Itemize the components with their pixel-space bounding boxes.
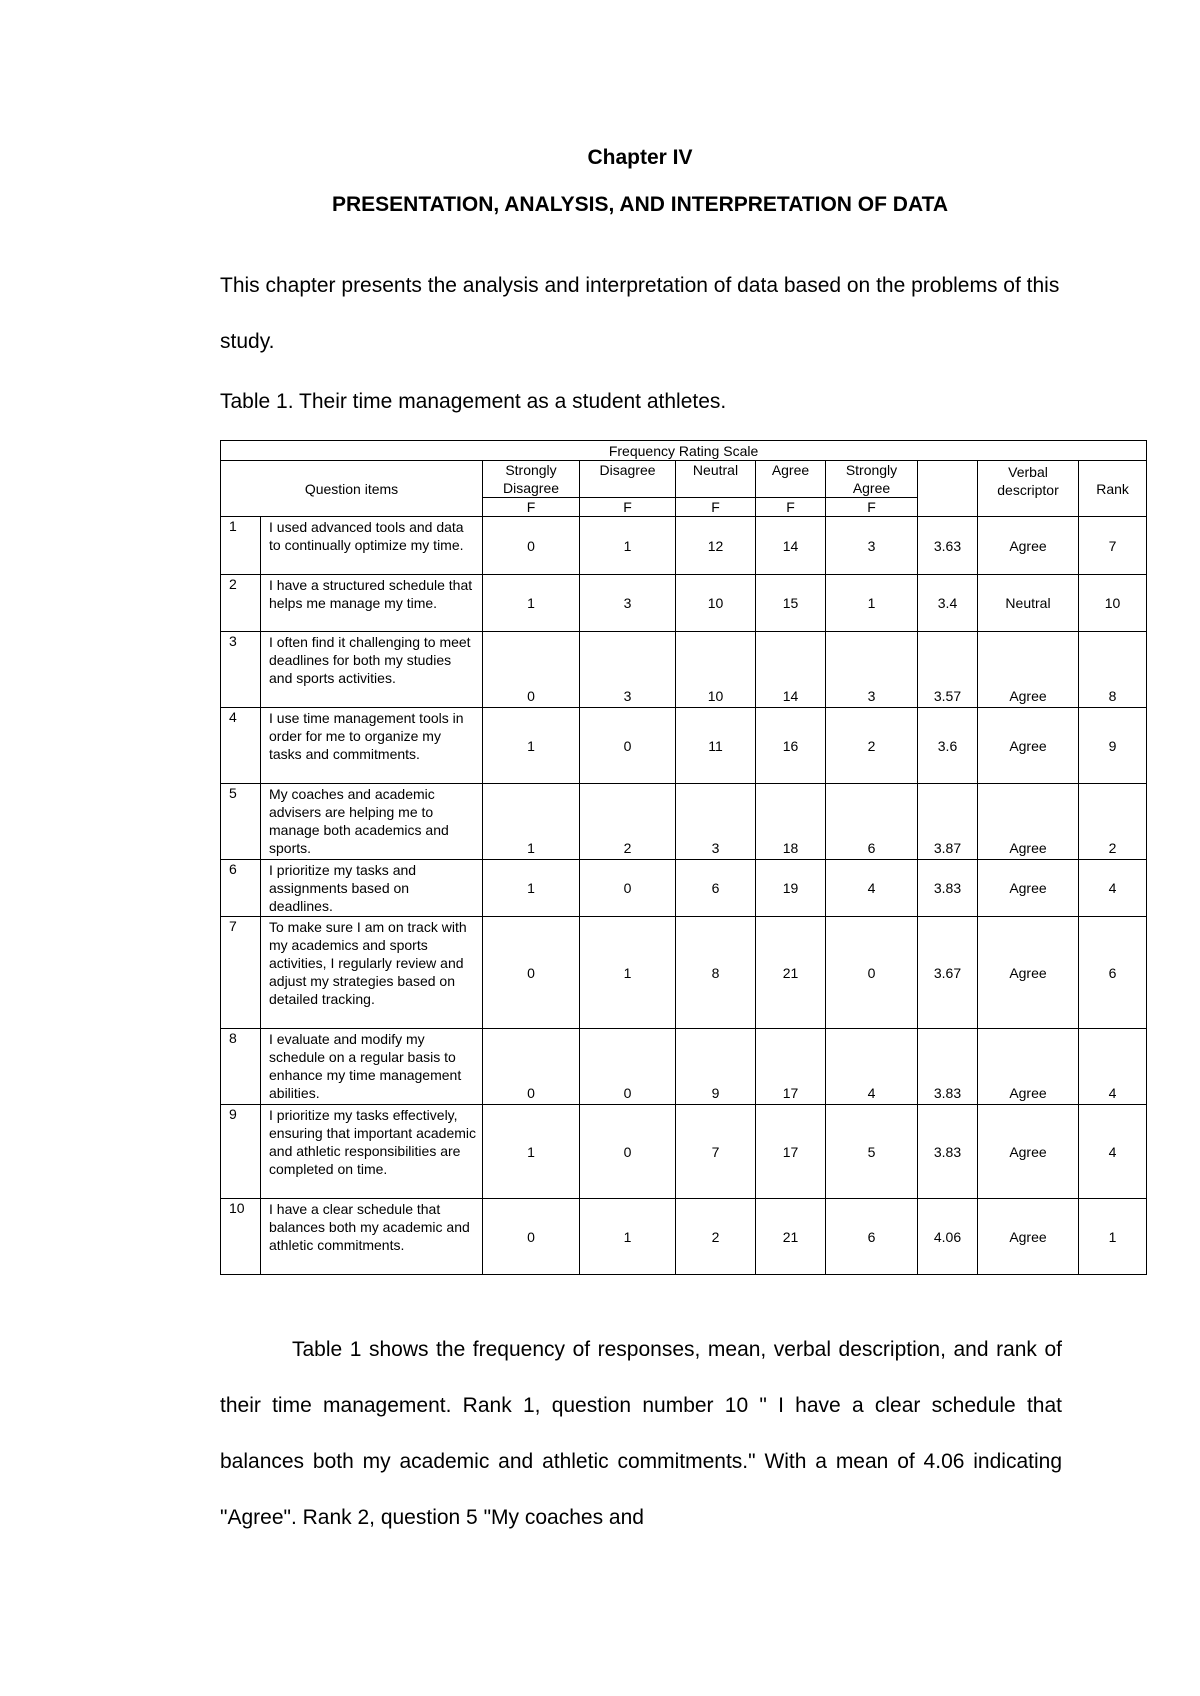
- column-header-neutral: Neutral: [676, 461, 756, 498]
- column-header-strongly-agree: Strongly Agree: [826, 461, 918, 498]
- row-number: 6: [221, 860, 261, 917]
- question-item: I have a structured schedule that helps me manage my time.: [261, 575, 483, 632]
- chapter-number: Chapter IV: [587, 146, 693, 169]
- rank-value: 4: [1079, 1029, 1147, 1105]
- frequency-label: F: [580, 498, 676, 517]
- mean-value: 4.06: [918, 1199, 978, 1275]
- question-item: I often find it challenging to meet deadlines for both my studies and sports activities.: [261, 632, 483, 708]
- rank-value: 9: [1079, 708, 1147, 784]
- table-row: [221, 632, 1147, 708]
- strongly-agree-count: 4: [826, 1029, 918, 1105]
- agree-count: 21: [756, 1199, 826, 1275]
- disagree-count: 1: [580, 1199, 676, 1275]
- strongly-disagree-count: 0: [483, 1199, 580, 1275]
- agree-count: 18: [756, 784, 826, 860]
- strongly-agree-count: 1: [826, 575, 918, 632]
- question-item: My coaches and academic advisers are helping me to manage both academics and sports.: [261, 784, 483, 860]
- neutral-count: 2: [676, 1199, 756, 1275]
- disagree-count: 0: [580, 1105, 676, 1199]
- neutral-count: 9: [676, 1029, 756, 1105]
- frequency-label: F: [756, 498, 826, 517]
- mean-value: 3.57: [918, 632, 978, 708]
- strongly-disagree-count: 1: [483, 575, 580, 632]
- table-row: [221, 860, 1147, 917]
- table-row: [221, 708, 1147, 784]
- strongly-disagree-count: 1: [483, 1105, 580, 1199]
- column-header-agree: Agree: [756, 461, 826, 498]
- strongly-disagree-count: 0: [483, 517, 580, 575]
- strongly-agree-count: 2: [826, 708, 918, 784]
- frequency-table: [220, 440, 1147, 1275]
- rank-header: Rank: [1079, 461, 1147, 517]
- question-item: I have a clear schedule that balances both my academic and athletic commitments.: [261, 1199, 483, 1275]
- mean-value: 3.4: [918, 575, 978, 632]
- strongly-disagree-count: 1: [483, 860, 580, 917]
- strongly-agree-count: 6: [826, 1199, 918, 1275]
- mean-value: 3.6: [918, 708, 978, 784]
- chapter-title: PRESENTATION, ANALYSIS, AND INTERPRETATION OF DATA: [331, 193, 948, 216]
- intro-paragraph: This chapter presents the analysis and interpretation of data based on the problems of this study.: [220, 274, 1060, 353]
- verbal-descriptor-header: Verbal descriptor: [978, 461, 1079, 517]
- neutral-count: 6: [676, 860, 756, 917]
- question-item: I use time management tools in order for me to organize my tasks and commitments.: [261, 708, 483, 784]
- frequency-label: F: [676, 498, 756, 517]
- row-number: 9: [221, 1105, 261, 1199]
- question-item: I used advanced tools and data to continually optimize my time.: [261, 517, 483, 575]
- neutral-count: 12: [676, 517, 756, 575]
- strongly-agree-count: 3: [826, 517, 918, 575]
- verbal-descriptor: Agree: [978, 1029, 1079, 1105]
- verbal-descriptor: Agree: [978, 517, 1079, 575]
- mean-value: 3.87: [918, 784, 978, 860]
- neutral-count: 10: [676, 632, 756, 708]
- mean-header: [918, 461, 978, 517]
- row-number: 7: [221, 917, 261, 1029]
- frequency-rating-scale-header: Frequency Rating Scale: [221, 441, 1147, 461]
- question-items-header: Question items: [221, 461, 483, 517]
- strongly-disagree-count: 1: [483, 708, 580, 784]
- row-number: 3: [221, 632, 261, 708]
- neutral-count: 7: [676, 1105, 756, 1199]
- row-number: 10: [221, 1199, 261, 1275]
- strongly-agree-count: 6: [826, 784, 918, 860]
- question-item: I prioritize my tasks effectively, ensuring that important academic and athletic responsibilities are completed on time.: [261, 1105, 483, 1199]
- row-number: 4: [221, 708, 261, 784]
- table-row: [221, 784, 1147, 860]
- strongly-agree-count: 4: [826, 860, 918, 917]
- table-row: [221, 1199, 1147, 1275]
- disagree-count: 0: [580, 860, 676, 917]
- discussion-text: Table 1 shows the frequency of responses, mean, verbal description, and rank of their time management. Rank 1, question number 10 " I have a clear schedule that balances both my academic and athletic commitments." With a mean of 4.06 indicating "Agree". Rank 2, question 5 "My coaches and: [220, 1338, 1062, 1529]
- rank-value: 8: [1079, 632, 1147, 708]
- column-header-disagree: Disagree: [580, 461, 676, 498]
- disagree-count: 1: [580, 917, 676, 1029]
- agree-count: 17: [756, 1105, 826, 1199]
- column-header-strongly-disagree: Strongly Disagree: [483, 461, 580, 498]
- question-item: I evaluate and modify my schedule on a regular basis to enhance my time management abilities.: [261, 1029, 483, 1105]
- table-row: [221, 1029, 1147, 1105]
- verbal-descriptor: Agree: [978, 784, 1079, 860]
- row-number: 2: [221, 575, 261, 632]
- rank-value: 10: [1079, 575, 1147, 632]
- table-row: [221, 1105, 1147, 1199]
- agree-count: 14: [756, 632, 826, 708]
- strongly-disagree-count: 0: [483, 917, 580, 1029]
- strongly-agree-count: 5: [826, 1105, 918, 1199]
- table-row: [221, 575, 1147, 632]
- disagree-count: 2: [580, 784, 676, 860]
- verbal-descriptor: Agree: [978, 632, 1079, 708]
- rank-value: 2: [1079, 784, 1147, 860]
- mean-value: 3.83: [918, 860, 978, 917]
- disagree-count: 3: [580, 575, 676, 632]
- rank-value: 4: [1079, 860, 1147, 917]
- mean-value: 3.63: [918, 517, 978, 575]
- rank-value: 1: [1079, 1199, 1147, 1275]
- row-number: 8: [221, 1029, 261, 1105]
- agree-count: 16: [756, 708, 826, 784]
- verbal-descriptor: Agree: [978, 708, 1079, 784]
- agree-count: 21: [756, 917, 826, 1029]
- mean-value: 3.67: [918, 917, 978, 1029]
- strongly-disagree-count: 0: [483, 1029, 580, 1105]
- neutral-count: 10: [676, 575, 756, 632]
- agree-count: 14: [756, 517, 826, 575]
- verbal-descriptor: Agree: [978, 860, 1079, 917]
- rank-value: 4: [1079, 1105, 1147, 1199]
- verbal-descriptor: Neutral: [978, 575, 1079, 632]
- disagree-count: 0: [580, 708, 676, 784]
- table-caption: Table 1. Their time management as a student athletes.: [220, 390, 727, 413]
- neutral-count: 11: [676, 708, 756, 784]
- agree-count: 15: [756, 575, 826, 632]
- neutral-count: 3: [676, 784, 756, 860]
- agree-count: 19: [756, 860, 826, 917]
- verbal-descriptor: Agree: [978, 917, 1079, 1029]
- disagree-count: 1: [580, 517, 676, 575]
- disagree-count: 0: [580, 1029, 676, 1105]
- rank-value: 6: [1079, 917, 1147, 1029]
- mean-value: 3.83: [918, 1105, 978, 1199]
- strongly-disagree-count: 1: [483, 784, 580, 860]
- frequency-label: F: [826, 498, 918, 517]
- rank-value: 7: [1079, 517, 1147, 575]
- table-row: [221, 517, 1147, 575]
- mean-value: 3.83: [918, 1029, 978, 1105]
- disagree-count: 3: [580, 632, 676, 708]
- row-number: 1: [221, 517, 261, 575]
- question-item: To make sure I am on track with my academics and sports activities, I regularly review and adjust my strategies based on detailed tracking.: [261, 917, 483, 1029]
- agree-count: 17: [756, 1029, 826, 1105]
- frequency-label: F: [483, 498, 580, 517]
- verbal-descriptor: Agree: [978, 1105, 1079, 1199]
- row-number: 5: [221, 784, 261, 860]
- strongly-agree-count: 0: [826, 917, 918, 1029]
- discussion-paragraph: [220, 1322, 1062, 1546]
- neutral-count: 8: [676, 917, 756, 1029]
- verbal-descriptor: Agree: [978, 1199, 1079, 1275]
- table-row: [221, 917, 1147, 1029]
- question-item: I prioritize my tasks and assignments based on deadlines.: [261, 860, 483, 917]
- strongly-disagree-count: 0: [483, 632, 580, 708]
- strongly-agree-count: 3: [826, 632, 918, 708]
